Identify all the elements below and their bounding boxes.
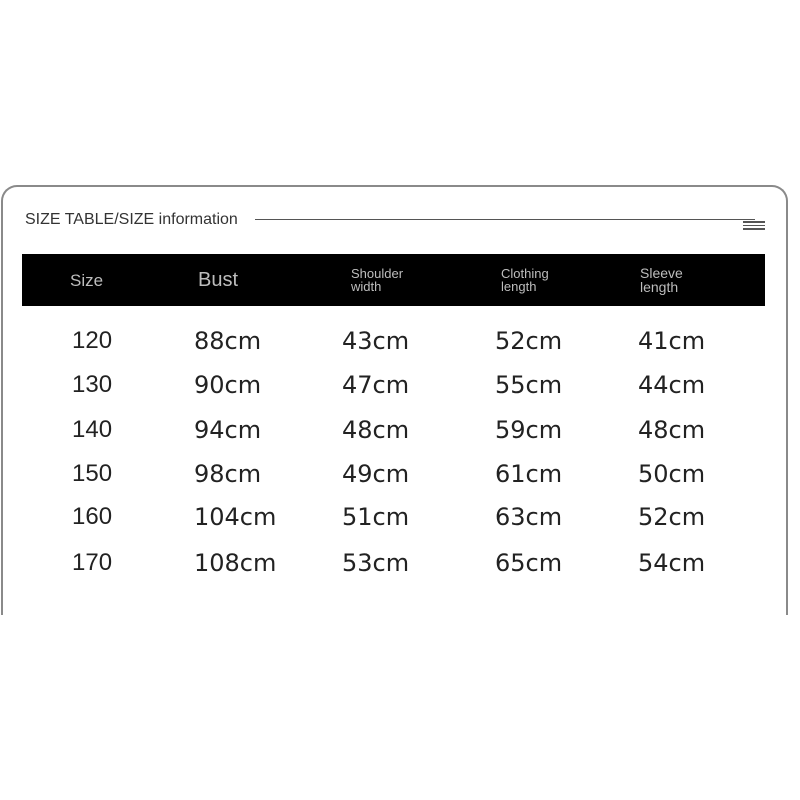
cell-bust: 108cm	[194, 549, 277, 577]
header-shoulder-line2: width	[351, 279, 382, 294]
table-header	[22, 254, 765, 306]
table-row	[22, 549, 765, 589]
title-divider	[255, 219, 755, 220]
size-table-title: SIZE TABLE/SIZE information	[25, 211, 238, 228]
header-sleeve-line2: length	[640, 279, 679, 295]
cell-clothing: 59cm	[495, 416, 563, 444]
header-clothing-length	[501, 267, 591, 293]
cell-clothing: 65cm	[495, 549, 563, 577]
cell-bust: 94cm	[194, 416, 262, 444]
cell-bust: 90cm	[194, 371, 262, 399]
cell-sleeve: 41cm	[638, 327, 706, 355]
header-size: Size	[70, 271, 104, 290]
table-row	[22, 460, 765, 500]
header-shoulder-line1: Shoulder	[351, 266, 404, 281]
title-row	[25, 211, 765, 231]
cell-bust: 98cm	[194, 460, 262, 488]
table-row	[22, 327, 765, 367]
cell-bust: 88cm	[194, 327, 262, 355]
cell-size: 120	[72, 327, 113, 354]
cell-sleeve: 52cm	[638, 503, 706, 531]
header-bust: Bust	[198, 269, 239, 291]
cell-clothing: 52cm	[495, 327, 563, 355]
cell-sleeve: 44cm	[638, 371, 706, 399]
cell-bust: 104cm	[194, 503, 277, 531]
cell-shoulder: 47cm	[342, 371, 410, 399]
cell-size: 170	[72, 549, 113, 576]
cell-shoulder: 51cm	[342, 503, 410, 531]
header-shoulder-width	[351, 267, 441, 293]
cell-clothing: 55cm	[495, 371, 563, 399]
cell-size: 130	[72, 371, 113, 398]
header-clothing-line1: Clothing	[501, 266, 549, 281]
header-sleeve-length	[640, 266, 730, 294]
cell-size: 150	[72, 460, 113, 487]
cell-clothing: 61cm	[495, 460, 563, 488]
size-table-card	[1, 185, 788, 615]
menu-icon	[743, 221, 765, 231]
cell-size: 160	[72, 503, 113, 530]
cell-shoulder: 53cm	[342, 549, 410, 577]
cell-sleeve: 48cm	[638, 416, 706, 444]
cell-shoulder: 49cm	[342, 460, 410, 488]
header-clothing-line2: length	[501, 279, 537, 294]
table-row	[22, 416, 765, 456]
table-row	[22, 371, 765, 411]
cell-sleeve: 50cm	[638, 460, 706, 488]
cell-shoulder: 43cm	[342, 327, 410, 355]
header-sleeve-line1: Sleeve	[640, 265, 683, 281]
table-row	[22, 503, 765, 543]
cell-clothing: 63cm	[495, 503, 563, 531]
cell-size: 140	[72, 416, 113, 443]
cell-shoulder: 48cm	[342, 416, 410, 444]
cell-sleeve: 54cm	[638, 549, 706, 577]
